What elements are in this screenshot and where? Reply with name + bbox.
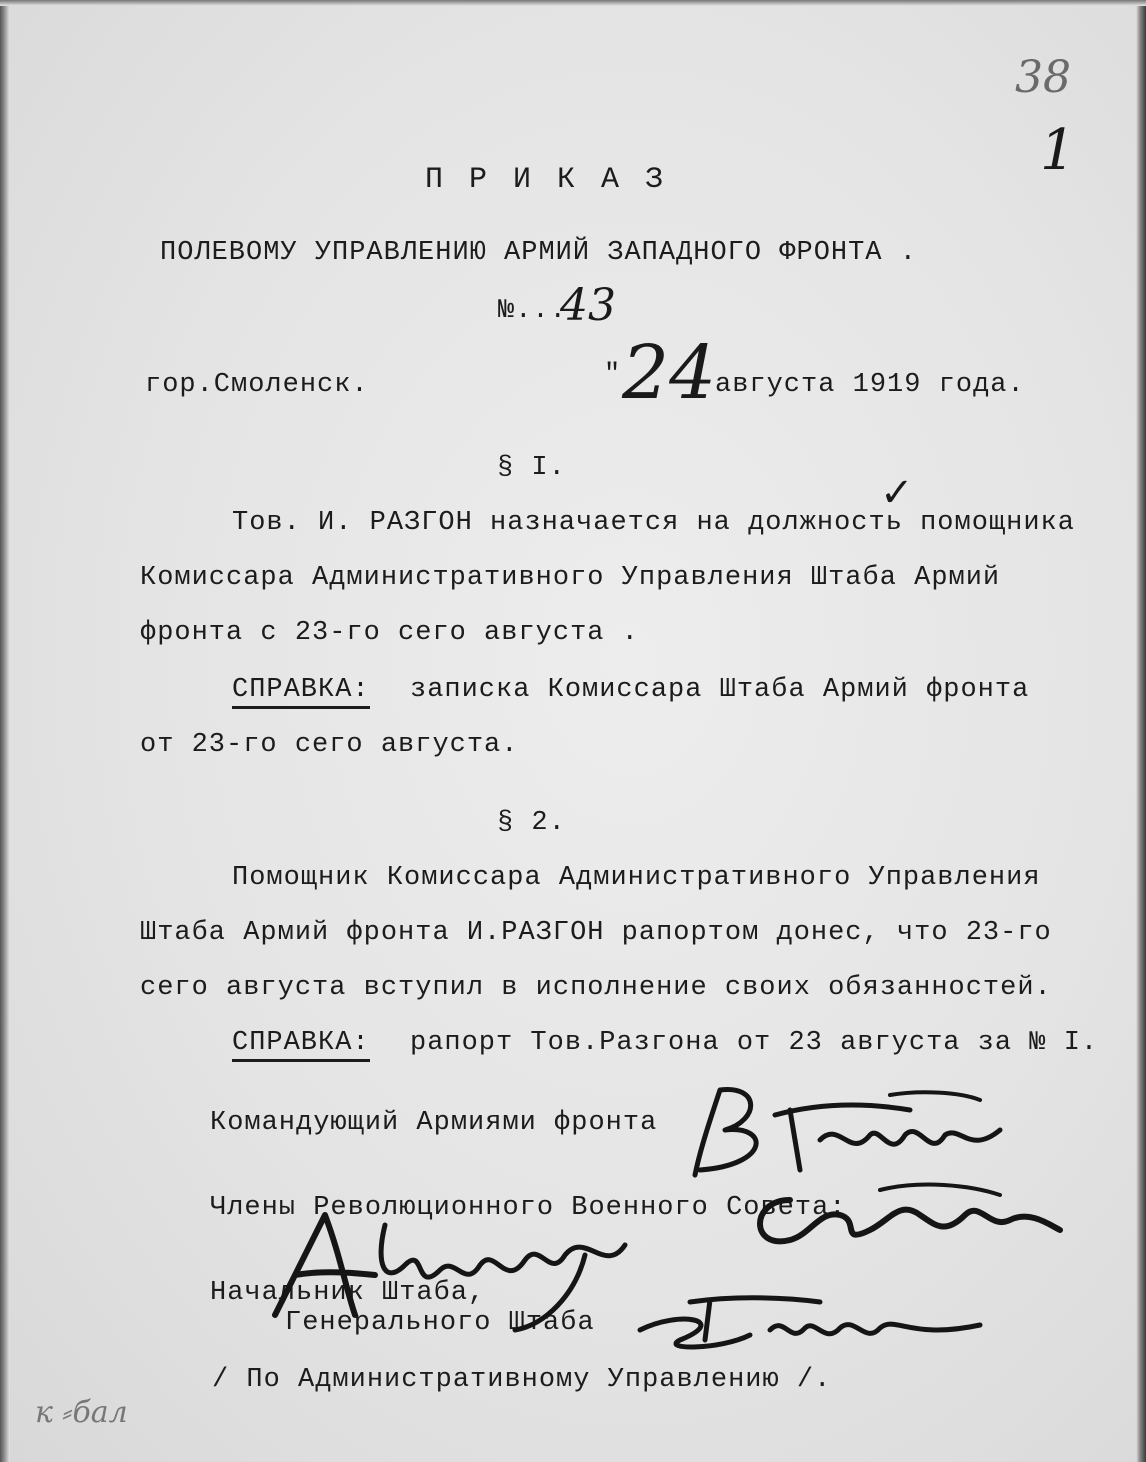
section1-line-1: Тов. И. РАЗГОН назначается на должность помощника bbox=[232, 508, 1075, 538]
chief-of-staff-line-2: Генерального Штаба bbox=[285, 1308, 595, 1338]
page-number: 1 bbox=[1040, 118, 1076, 183]
chief-of-staff-line-1: Начальник Штаба, bbox=[210, 1278, 486, 1308]
date-quote: " bbox=[604, 360, 622, 390]
archive-number: 38 bbox=[1015, 52, 1071, 103]
bottom-margin-note: к ⸗бал bbox=[35, 1395, 128, 1430]
document-subtitle: ПОЛЕВОМУ УПРАВЛЕНИЮ АРМИЙ ЗАПАДНОГО ФРОНТА . bbox=[160, 238, 917, 268]
chief-of-staff-signature bbox=[620, 1290, 1000, 1360]
section2-line-2: Штаба Армий фронта И.РАЗГОН рапортом донес, что 23-го bbox=[140, 918, 1052, 948]
scan-edge-left bbox=[0, 0, 10, 1462]
section1-line-2: Комиссара Административного Управления Штаба Армий bbox=[140, 563, 1001, 593]
scan-edge-right bbox=[1136, 0, 1146, 1462]
date-day: 24 bbox=[622, 330, 717, 416]
section2-reference-label: СПРАВКА: bbox=[232, 1030, 370, 1062]
section1-reference-line-1: записка Комиссара Штаба Армий фронта bbox=[410, 675, 1030, 705]
section2-heading: § 2. bbox=[497, 808, 566, 838]
order-number-value: 43 bbox=[560, 280, 616, 331]
section1-reference-line-2: от 23-го сего августа. bbox=[140, 730, 519, 760]
section1-reference-label: СПРАВКА: bbox=[232, 677, 370, 709]
section2-line-3: сего августа вступил в исполнение своих обязанностей. bbox=[140, 973, 1052, 1003]
commander-title: Командующий Армиями фронта bbox=[210, 1108, 658, 1138]
city-line: гор.Смоленск. bbox=[145, 370, 369, 400]
document-title: П Р И К А З bbox=[425, 163, 668, 197]
section2-reference-text: рапорт Тов.Разгона от 23 августа за № I. bbox=[410, 1028, 1099, 1058]
department-line: / По Административному Управлению /. bbox=[212, 1365, 832, 1395]
check-mark: ✓ bbox=[880, 470, 914, 516]
date-month-year: августа 1919 года. bbox=[715, 370, 1025, 400]
scan-edge-top bbox=[0, 0, 1146, 6]
council-title: Члены Революционного Военного Совета: bbox=[210, 1193, 847, 1223]
section1-line-3: фронта с 23-го сего августа . bbox=[140, 618, 639, 648]
council-member-signature-right bbox=[730, 1170, 1070, 1260]
order-number-label: №... bbox=[498, 296, 567, 326]
section1-heading: § I. bbox=[497, 453, 566, 483]
council-member-signature-left bbox=[265, 1195, 645, 1338]
section2-line-1: Помощник Комиссара Административного Управления bbox=[232, 863, 1041, 893]
